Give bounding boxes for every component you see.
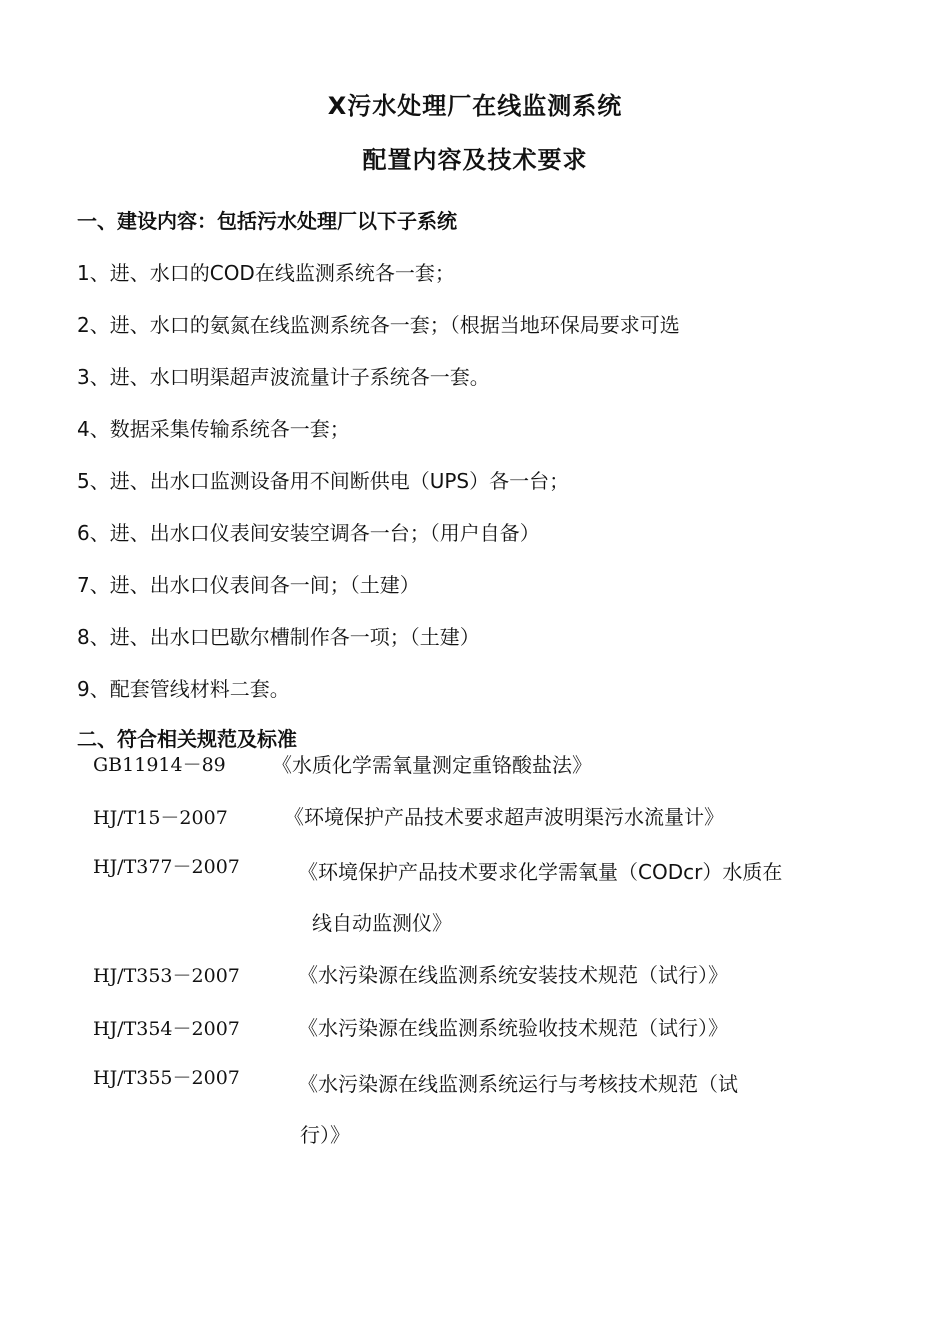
standard-code: HJ/T354－2007 (93, 1018, 240, 1040)
standard-code: HJ/T353－2007 (93, 965, 240, 987)
list-item: 9、配套管线材料二套。 (77, 677, 290, 701)
list-item: 4、数据采集传输系统各一套； (77, 417, 350, 441)
standard-name-continuation: 线自动监测仪》 (312, 911, 452, 935)
standard-code: GB11914－89 (93, 754, 226, 776)
standard-code: HJ/T15－2007 (93, 807, 228, 829)
standard-code: HJ/T377－2007 (93, 856, 240, 878)
standard-name: 《水污染源在线监测系统运行与考核技术规范（试 (298, 1072, 738, 1096)
document-subtitle: 配置内容及技术要求 (362, 146, 588, 174)
list-item: 6、进、出水口仪表间安装空调各一台；（用户自备） (77, 521, 540, 545)
section-heading-standards: 二、符合相关规范及标准 (77, 727, 297, 751)
standard-name-continuation: 行）》 (300, 1123, 350, 1147)
standard-name: 《水污染源在线监测系统安装技术规范（试行）》 (298, 963, 728, 987)
list-item: 3、进、水口明渠超声波流量计子系统各一套。 (77, 365, 490, 389)
standard-name: 《环境保护产品技术要求化学需氧量（CODcr）水质在 (298, 860, 783, 884)
document-title: X污水处理厂在线监测系统 (327, 92, 623, 120)
standard-name: 《环境保护产品技术要求超声波明渠污水流量计》 (284, 805, 724, 829)
list-item: 8、进、出水口巴歇尔槽制作各一项；（土建） (77, 625, 480, 649)
standard-name: 《水质化学需氧量测定重铬酸盐法》 (272, 753, 592, 777)
standard-code: HJ/T355－2007 (93, 1067, 240, 1089)
list-item: 1、进、水口的COD在线监测系统各一套； (77, 261, 455, 285)
list-item: 5、进、出水口监测设备用不间断供电（UPS）各一台； (77, 469, 570, 493)
standard-name: 《水污染源在线监测系统验收技术规范（试行）》 (298, 1016, 728, 1040)
section-heading-construction: 一、建设内容：包括污水处理厂以下子系统 (77, 209, 457, 233)
list-item: 2、进、水口的氨氮在线监测系统各一套；（根据当地环保局要求可选 (77, 313, 680, 337)
list-item: 7、进、出水口仪表间各一间；（土建） (77, 573, 420, 597)
